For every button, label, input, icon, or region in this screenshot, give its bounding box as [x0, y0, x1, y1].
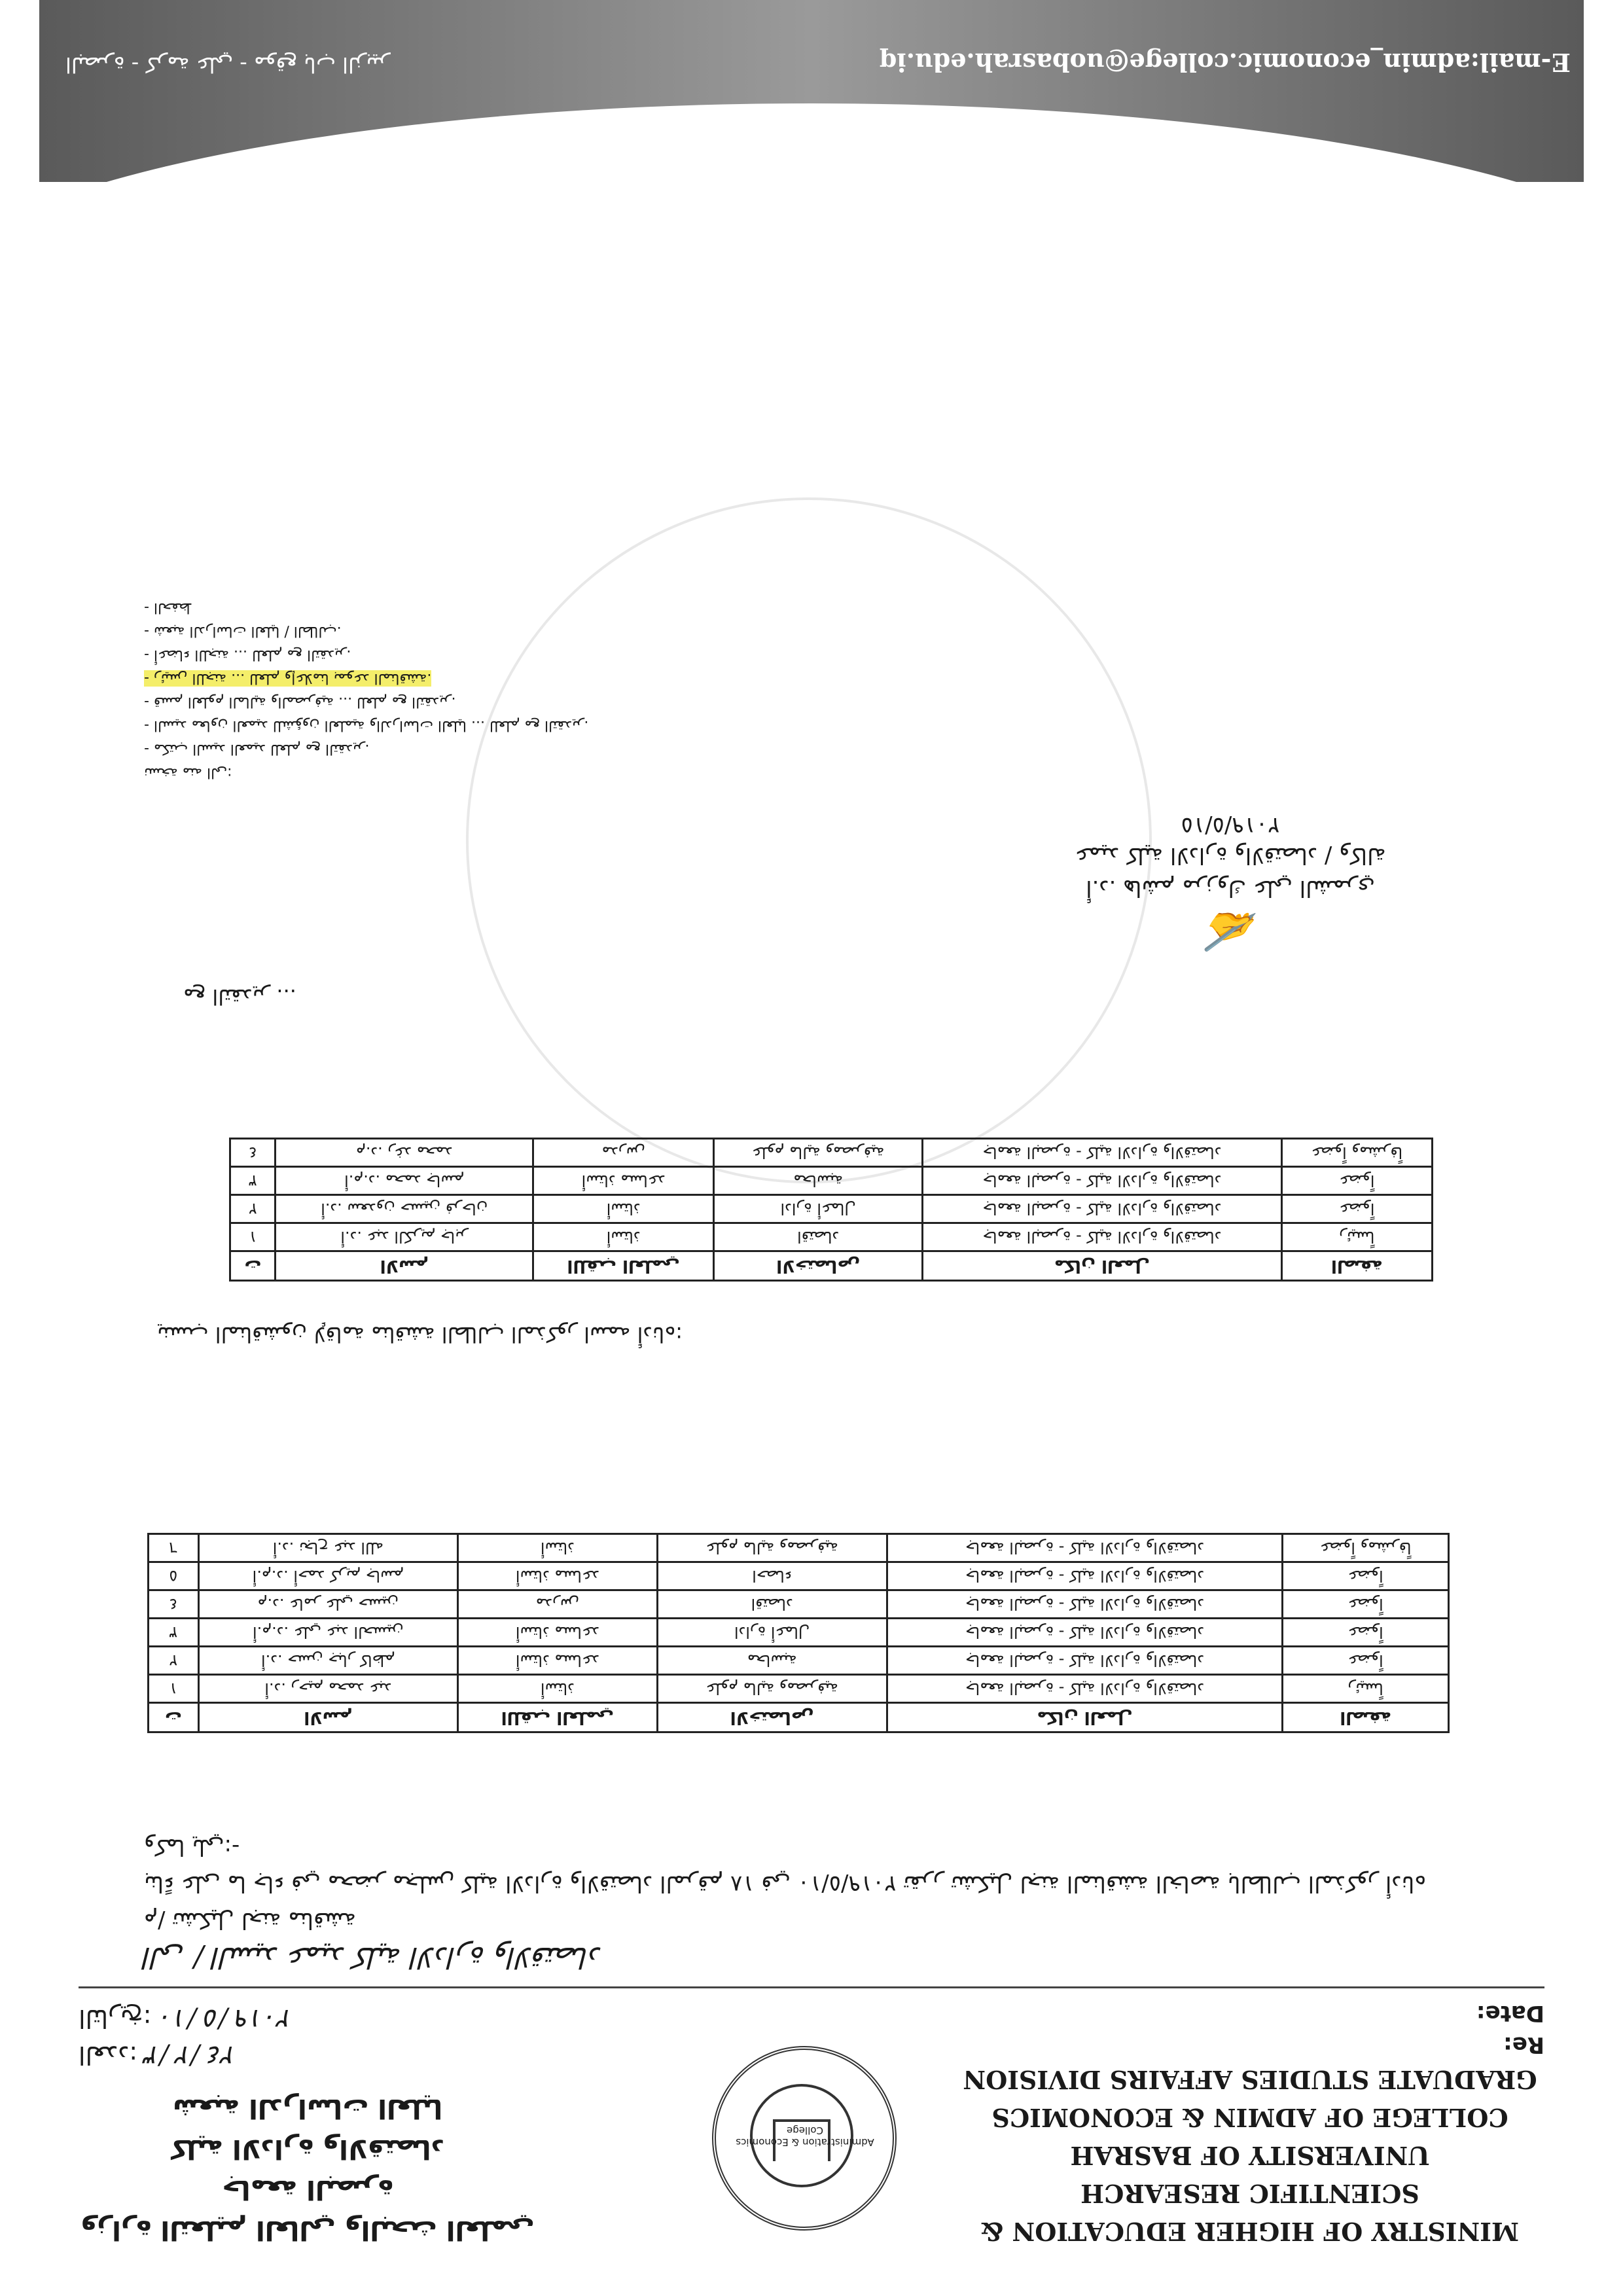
cell: أ.م.د. أحمد كريم جاسم	[198, 1562, 458, 1590]
subject: م/ تشكيل لجنة مناقشة	[144, 1907, 356, 1933]
table-header-row	[230, 1251, 1433, 1281]
ref-date-en	[1476, 1998, 1544, 2060]
cell: اقتصاد	[714, 1223, 923, 1251]
closing-note: مع التقدير ...	[183, 984, 296, 1009]
cell: أ.د. حسن جبار كاظم	[198, 1647, 458, 1675]
header-en-line-2: SCIENTIFIC RESEARCH	[1080, 2179, 1419, 2208]
footer-address: البصرة - كرمة علي - موقع باب الزبير	[65, 52, 390, 77]
cell: جامعة البصرة - كلية الادارة والاقتصاد	[923, 1223, 1282, 1251]
header-ar-line-4: شعبة الدراسات العليا	[172, 2093, 443, 2123]
cell: عضواً	[1283, 1590, 1449, 1619]
cell: عضواً	[1281, 1167, 1432, 1195]
cell: محاسبة	[714, 1167, 923, 1195]
cell: جامعة البصرة - كلية الادارة والاقتصاد	[923, 1139, 1282, 1167]
col-header: الاختصاص	[714, 1251, 923, 1281]
col-header: الاسم	[276, 1251, 533, 1281]
col-header: الاختصاص	[657, 1703, 887, 1732]
cell: أستاذ مساعد	[533, 1167, 714, 1195]
copies-item: - الحفظ	[144, 600, 192, 616]
signatory-name: أ.د. هاشم مرزوك علي الشمري	[1086, 875, 1375, 901]
re-label: Re:	[1503, 2032, 1544, 2058]
col-header: اللقب العلمي	[533, 1251, 714, 1281]
date-label-ar: التاريخ:	[79, 2004, 152, 2033]
cell: أستاذ	[458, 1675, 657, 1703]
cell: ٦	[149, 1534, 199, 1562]
cell: أستاذ	[533, 1223, 714, 1251]
cell: رئيساً	[1283, 1675, 1449, 1703]
cell: ١	[149, 1675, 199, 1703]
number-value: ٣/ ٢/ ٢٤	[145, 2040, 236, 2070]
cell: عضواً ومشرفاً	[1281, 1139, 1432, 1167]
header-en-line-1: MINISTRY OF HIGHER EDUCATION &	[980, 2217, 1520, 2246]
table-row	[149, 1647, 1449, 1675]
cell: ادارة أعمال	[657, 1619, 887, 1647]
cell: جامعة البصرة - كلية الادارة والاقتصاد	[887, 1619, 1283, 1647]
cell: ٣	[149, 1619, 199, 1647]
cell: جامعة البصرة - كلية الادارة والاقتصاد	[923, 1195, 1282, 1223]
committee-table-2	[229, 1138, 1433, 1282]
committee-table-1	[147, 1533, 1450, 1733]
cell: م.د. عامر علي حسين	[198, 1590, 458, 1619]
date-value: ١٠/ ٥/ ٢٠١٩	[159, 2003, 293, 2034]
table-row	[149, 1619, 1449, 1647]
table-row	[149, 1562, 1449, 1590]
cell: أ.د. نجاح عبد الله	[198, 1534, 458, 1562]
cell: علوم مالية ومصرفية	[657, 1675, 887, 1703]
table-row	[230, 1167, 1433, 1195]
signature-scrawl-icon: ✍	[1198, 908, 1264, 954]
cell: جامعة البصرة - كلية الادارة والاقتصاد	[887, 1590, 1283, 1619]
cell: عضواً	[1281, 1195, 1432, 1223]
table-row	[149, 1534, 1449, 1562]
cell: أستاذ مساعد	[458, 1619, 657, 1647]
copies-list	[144, 596, 1492, 784]
header-en-line-4: COLLEGE OF ADMIN & ECONOMICS	[991, 2103, 1508, 2132]
arabic-header	[79, 2088, 537, 2250]
english-header	[955, 2060, 1544, 2250]
col-header: ت	[149, 1703, 199, 1732]
copies-item: - قسم العلوم المالية والمصرفية ... للعلم مع التقدير.	[144, 694, 456, 710]
cell: ١	[230, 1223, 276, 1251]
cell: عضواً	[1283, 1647, 1449, 1675]
table2-intro: ينسب المناقشون لإقامة مناقشة الطالب المذكور اسمه أدناه:	[157, 1322, 683, 1347]
cell: احصاء	[657, 1562, 887, 1590]
table-row	[230, 1139, 1433, 1167]
cell: أستاذ	[533, 1195, 714, 1223]
cell: أ.د. رحيم محمد عبد	[198, 1675, 458, 1703]
copies-item-highlighted	[144, 666, 1492, 690]
cell: أ.د. سعدون حسين فرحان	[276, 1195, 533, 1223]
cell: علوم مالية ومصرفية	[657, 1534, 887, 1562]
cell: مدرس	[533, 1139, 714, 1167]
cell: ٥	[149, 1562, 199, 1590]
header-en-line-3: UNIVERSITY OF BASRAH	[1070, 2141, 1430, 2170]
cell: ٤	[230, 1139, 276, 1167]
table-row	[230, 1223, 1433, 1251]
col-header: ت	[230, 1251, 276, 1281]
cell: ٢	[230, 1195, 276, 1223]
college-logo-icon	[712, 2046, 897, 2231]
cell: م.د. رغد محمد	[276, 1139, 533, 1167]
col-header: الصفة	[1281, 1251, 1432, 1281]
date-row	[79, 2000, 292, 2037]
table-row	[149, 1675, 1449, 1703]
cell: جامعة البصرة - كلية الادارة والاقتصاد	[887, 1562, 1283, 1590]
header-en-line-5: GRADUATE STUDIES AFFAIRS DIVISION	[963, 2065, 1537, 2094]
signatory-title: عميد كلية الادارة والاقتصاد / وكالة	[1075, 842, 1386, 869]
cell: علوم مالية ومصرفية	[714, 1139, 923, 1167]
col-header: الاسم	[198, 1703, 458, 1732]
table-row	[149, 1590, 1449, 1619]
number-row	[79, 2037, 292, 2073]
cell: ٢	[149, 1647, 199, 1675]
cell: ٤	[149, 1590, 199, 1619]
cell: مدرس	[458, 1590, 657, 1619]
col-header: مكان العمل	[923, 1251, 1282, 1281]
cell: جامعة البصرة - كلية الادارة والاقتصاد	[887, 1534, 1283, 1562]
ref-date-ar	[79, 2000, 292, 2073]
number-label: العدد:	[79, 2041, 138, 2070]
cell: رئيساً	[1281, 1223, 1432, 1251]
cell: جامعة البصرة - كلية الادارة والاقتصاد	[887, 1675, 1283, 1703]
letter-body: بناءً على ما جاء في محضر مجلس كلية الادارة والاقتصاد المرقم ١٨ في ٢٠١٩/٥/١٠ تقرر تشكيل لجنة المناقشة الخاصة بالطالب المذكور أدناه وكما يلي:-	[144, 1834, 1427, 1897]
letter-intro	[144, 1829, 1453, 1975]
cell: ٣	[230, 1167, 276, 1195]
cell: أستاذ	[458, 1534, 657, 1562]
cell: أ.م.د. محمد جاسم	[276, 1167, 533, 1195]
cell: جامعة البصرة - كلية الادارة والاقتصاد	[923, 1167, 1282, 1195]
cell: أ.د. عبد الكريم جابر	[276, 1223, 533, 1251]
footer	[39, 0, 1584, 274]
copies-heading: نسخة منه الى:	[144, 764, 232, 781]
signature-block	[969, 784, 1492, 954]
cell: اقتصاد	[657, 1590, 887, 1619]
copies-item: - أعضاء اللجنة ... للعلم مع التقدير.	[144, 647, 351, 663]
header-ar-line-3: كلية الادارة والاقتصاد	[170, 2134, 445, 2164]
highlight-mark: - رئيس اللجنة ... للعلم وإعلامنا بموعد المناقشة.	[144, 670, 432, 687]
header-ar-line-1: وزارة التعليم العالي والبحث العلمي	[80, 2215, 535, 2245]
table-row	[230, 1195, 1433, 1223]
cell: أستاذ مساعد	[458, 1647, 657, 1675]
cell: محاسبة	[657, 1647, 887, 1675]
footer-email: E-mail:admin_economic.college@uobasrah.edu.iq	[879, 48, 1571, 77]
header-ar-line-2: جامعة البصرة	[221, 2174, 394, 2204]
cell: ادارة أعمال	[714, 1195, 923, 1223]
cell: أ.م.د. علي عبد الحسين	[198, 1619, 458, 1647]
col-header: الصفة	[1283, 1703, 1449, 1732]
cell: عضواً	[1283, 1619, 1449, 1647]
copies-item: - مكتب السيد العميد للعلم مع التقدير.	[144, 741, 370, 757]
header-divider	[79, 1986, 1544, 1988]
addressee: الى / السيد عميد كلية الادارة والاقتصاد	[144, 1941, 603, 1974]
col-header: مكان العمل	[887, 1703, 1283, 1732]
cell: عضواً ومشرفاً	[1283, 1534, 1449, 1562]
col-header: اللقب العلمي	[458, 1703, 657, 1732]
copies-item: - شعبة الدراسات العليا / الطالب.	[144, 623, 342, 639]
cell: عضواً	[1283, 1562, 1449, 1590]
letterhead	[79, 2000, 1544, 2270]
copies-item: - السيد معاون العميد للشؤون العلمية والدراسات العليا ... للعلم مع التقدير.	[144, 717, 589, 734]
logo-text: Administration & Economics College	[736, 2125, 874, 2148]
cell: جامعة البصرة - كلية الادارة والاقتصاد	[887, 1647, 1283, 1675]
signature-date: ٢٠١٩/٥/١٥	[1181, 812, 1280, 838]
date-label: Date:	[1476, 2000, 1544, 2026]
table-header-row	[149, 1703, 1449, 1732]
cell: أستاذ مساعد	[458, 1562, 657, 1590]
